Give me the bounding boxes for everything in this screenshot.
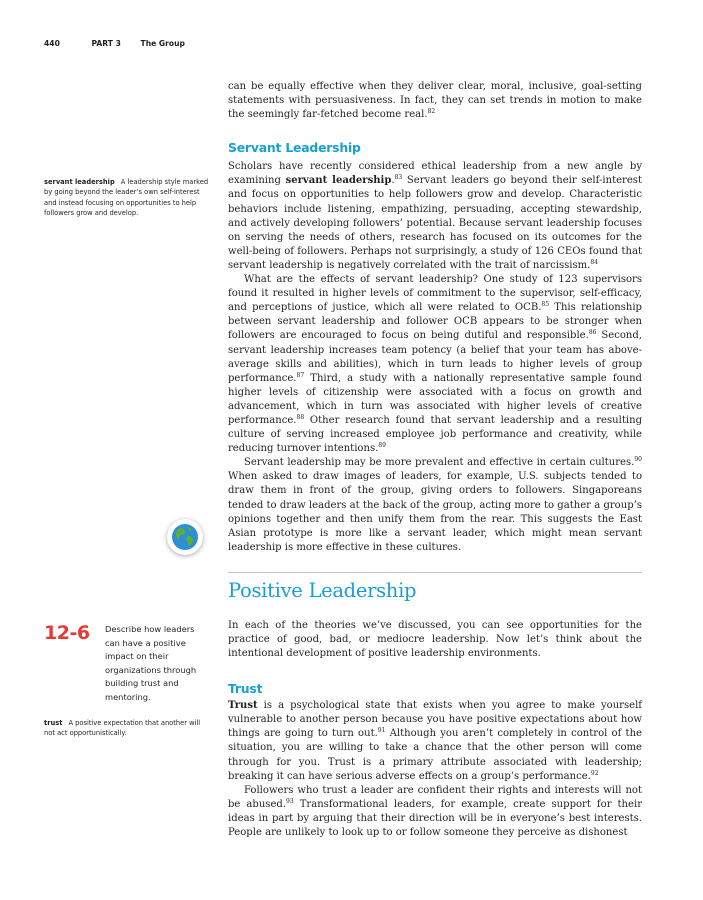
paragraph: Scholars have recently considered ethical leadership from a new angle by examining servant leadership.$^{83}$ Servant leaders go beyond their self-interest and focus on opportunities to help followers grow and develop. Characteristic behaviors include listening, empathizing, persuading, accepting stewardship, and actively developing followers’ potential. Because servant leadership focuses on serving the needs of others, research has focused on its outcomes for the well-being of followers. Perhaps not surprisingly, a study of 126 CEOs found that servant leadership is negatively correlated with the trait of narcissism.$^{84}$ xyxy=(228,161,642,271)
footnote-ref: 84 xyxy=(590,258,599,266)
paragraph: In each of the theories we’ve discussed, you can see opportunities for the practice of good, bad, or mediocre leadership. Now let’s think about the intentional development of positive leadership environments. xyxy=(228,619,642,660)
intro-paragraph: can be equally effective when they deliver clear, moral, inclusive, goal-setting statements with persuasiveness. In fact, they can set trends in motion to make the seemingly far-fetched become real.$^{82}$ xyxy=(228,81,642,121)
paragraph: What are the effects of servant leadership? One study of 123 supervisors found it resulted in higher levels of commitment to the supervisor, self-efficacy, and perceptions of justice, which all were related to OCB.$^{85}$ This relationship between servant leadership and follower OCB appears to be stronger when followers are encouraged to focus on being dutiful and responsible.$^{86}$ Second, servant leadership increases team potency (a belief that your team has above-average skills and abilities), which in turn leads to higher levels of group performance.$^{87}$ Third, a study with a nationally representative sample found higher levels of citizenship were associated with a focus on growth and advancement, which in turn was associated with higher levels of creative performance.$^{88}$ Other research found that servant leadership and a resulting culture of serving increased employee job performance and creativity, while reducing turnover intentions.$^{89}$ xyxy=(228,274,643,455)
part-label: PART 3 xyxy=(91,39,121,48)
margin-term: servant leadership xyxy=(44,178,115,186)
margin-definition: A leadership style marked by going beyond the leader’s own self-interest and instead focusing on opportunities to help followers grow and develop. xyxy=(44,178,209,218)
section-heading-servant-leadership: Servant Leadership xyxy=(228,140,361,156)
footnote-ref: 83 xyxy=(394,174,403,182)
part-title: The Group xyxy=(140,39,185,48)
footnote-ref: 93 xyxy=(286,797,294,805)
globe-icon xyxy=(167,519,203,555)
footnote-ref: 91 xyxy=(377,727,386,735)
paragraph: Servant leadership may be more prevalent and effective in certain cultures.$^{90}$ When asked to draw images of leaders, for example, U.S. subjects tended to draw them in front of the group, giving orders to followers. Singaporeans tended to draw leaders at the back of the group, acting more to gather a group’s opinions together and then unify them from the rear. This suggests the East Asian prototype is more like a servant leader, which might mean servant leadership is more effective in these cultures. xyxy=(228,456,642,553)
section-divider xyxy=(228,572,642,573)
objective-text: Describe how leaders can have a positive impact on their organizations through building trust and mentoring. xyxy=(105,624,197,702)
footnote-ref: 92 xyxy=(590,769,599,777)
key-term: servant leadership xyxy=(285,175,392,187)
footnote-ref: 82 xyxy=(427,108,436,116)
objective-number: 12-6 xyxy=(44,622,90,644)
page-number: 440 xyxy=(44,39,60,48)
running-header xyxy=(44,39,185,48)
margin-definition-trust xyxy=(44,718,210,739)
key-term: Trust xyxy=(228,700,258,712)
margin-term: trust xyxy=(44,719,63,727)
paragraph: Followers who trust a leader are confident their rights and interests will not be abused.$^{93}$ Transformational leaders, for example, create support for their ideas in part by arguing that their direction will be in everyone’s best interests. People are unlikely to look up to or follow someone they perceive as dishonest xyxy=(228,784,642,839)
footnote-ref: 88 xyxy=(296,413,305,421)
footnote-ref: 87 xyxy=(296,371,305,379)
margin-definition-servant-leadership xyxy=(44,177,210,219)
footnote-ref: 89 xyxy=(378,442,386,450)
footnote-ref: 90 xyxy=(634,456,642,464)
section-heading-positive-leadership: Positive Leadership xyxy=(228,578,417,602)
margin-definition: A positive expectation that another will not act opportunistically. xyxy=(44,719,201,738)
footnote-ref: 86 xyxy=(588,329,597,337)
paragraph: Trust is a psychological state that exists when you agree to make yourself vulnerable to another person because you have positive expectations about how things are going to turn out.$^{91}$ Although you aren’t completely in control of the situation, you are willing to take a chance that the other person will come through for you. Trust is a primary attribute associated with leadership; breaking it can have serious adverse effects on a group’s performance.$^{92}$ xyxy=(228,700,642,782)
main-column xyxy=(228,80,642,840)
footnote-ref: 85 xyxy=(541,301,550,309)
section-heading-trust: Trust xyxy=(228,681,263,697)
